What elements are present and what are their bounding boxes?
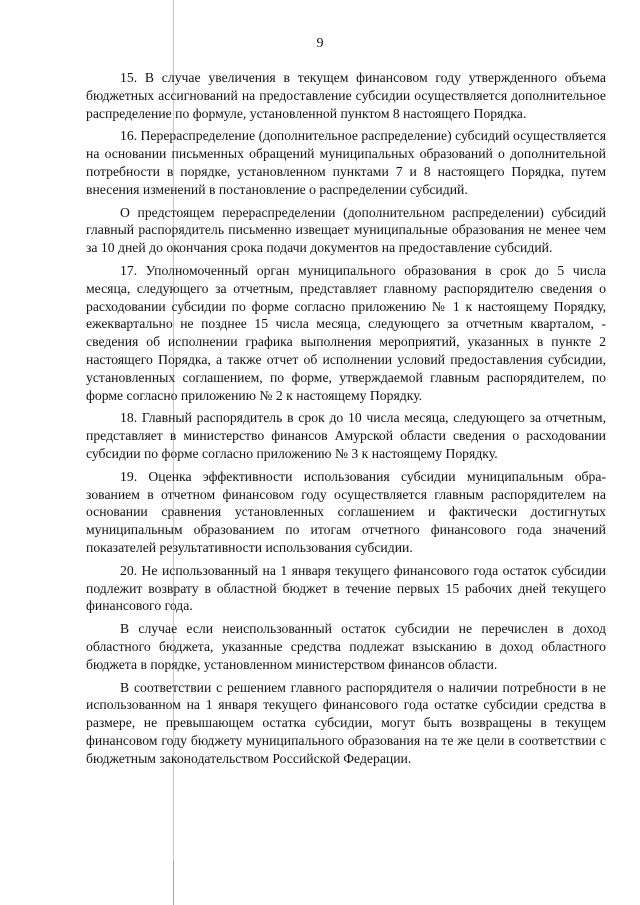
page-number: 9 [316, 36, 324, 51]
paragraph-16: 16. Перераспределение (дополнительное распределение) субсидий осуществляется на основании письменных обращений муниципальных образований о дополнительной потребности в порядке, установленном пунктами 7 и 8 настоящего Порядка, путем внесения изменений в постановление о распределении субсидий. [86, 128, 606, 197]
paragraph-20: 20. Не использованный на 1 января текущего финансового года остаток субсидии подлежит возврату в областной бюджет в течение первых 15 рабочих дней текущего финансового года. [86, 562, 606, 614]
paragraph-17: 17. Уполномоченный орган муниципального образования в срок до 5 числа месяца, следующего за отчетным, представляет главному распорядителю сведения о расходовании субсидии по форме согласно приложению № 1 к настоящему Порядку, ежеквартально не позднее 15 числа месяца, следующего за отчетным кварталом, - сведения об исполнении графика выполнения мероприятий, указанных в пункте 2 настоящего Порядка, а также отчет об исполнении условий предоставления субсидии, установленных соглашением, по форме, утверждаемой главным распорядителем, по форме согласно приложению № 2 к настоящему Порядку. [86, 262, 606, 403]
paragraph-18: 18. Главный распорядитель в срок до 10 числа месяца, следующего за отчетным, представляет в министерство финансов Амурской области сведения о расходовании субсидии по форме согласно приложению № 3 к настоящему Порядку. [86, 410, 606, 461]
paragraph-15: 15. В случае увеличения в текущем финансовом году утвержденного объема бюджетных ассигнований на предоставление субсидии осуществляется дополнительное распределение по формуле, установленной пунктом 8 настоящего Порядка. [86, 70, 606, 121]
paragraph-20-return: В соответствии с решением главного распорядителя о наличии потребности в не использованном на 1 января текущего финансового года остатке субсидии средства в размере, не превышающем остатка субсидии, могут быть возвращены в текущем финансовом году бюджету муниципального образования на те же цели в соответствии с бюджетным законодательством Российской Федерации. [86, 679, 606, 766]
body-text [86, 69, 606, 772]
paragraph-16-notice: О предстоящем перераспределении (дополнительном распределении) субсидий главный распорядитель письменно извещает муниципальные образования не менее чем за 10 дней до окончания срока подачи документов на предоставление субсидий. [86, 204, 606, 256]
paragraph-19: 19. Оценка эффективности использования субсидии муниципальным образованием в отчетном финансовом году осуществляется главным распорядителем на основании сравнения установленных соглашением и фактически достигнутых муниципальным образованием по итогам отчетного финансового года значений показателей результативности использования субсидии. [86, 468, 606, 555]
paragraph-20-recovery: В случае если неиспользованный остаток субсидии не перечислен в доход областного бюджета, указанные средства подлежат взысканию в доход областного бюджета в порядке, установленном министерством финансов области. [86, 621, 606, 672]
scan-fold-line-bottom [173, 860, 174, 905]
